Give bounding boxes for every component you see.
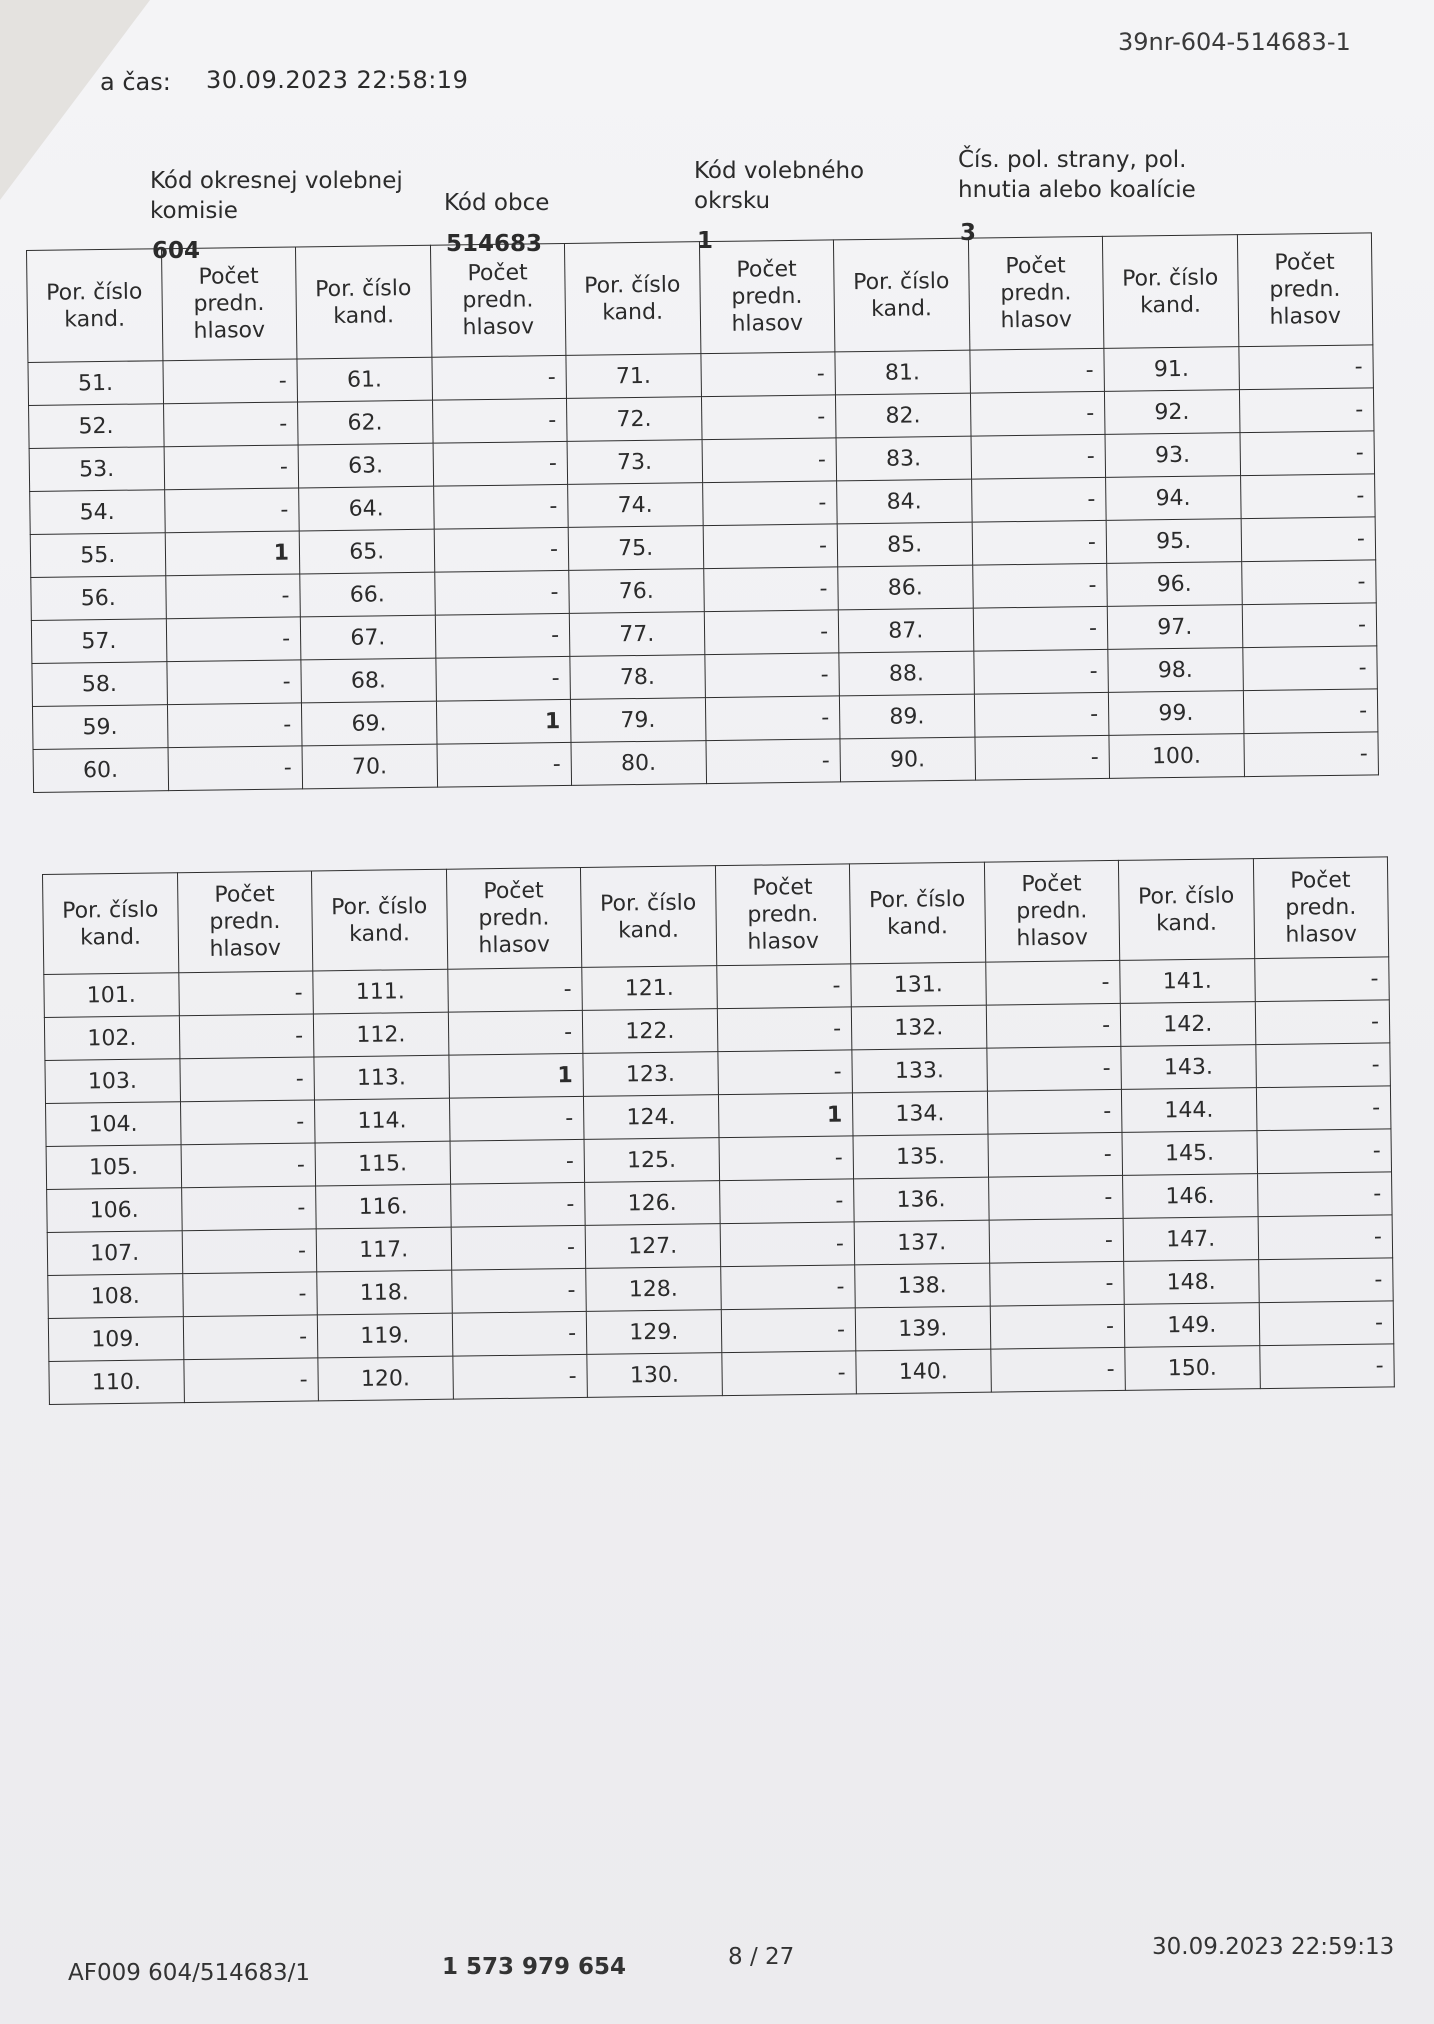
vote-count-cell: - <box>180 1100 315 1145</box>
vote-count-cell: - <box>182 1272 317 1317</box>
vote-count-cell: - <box>1255 1000 1390 1045</box>
vote-count-cell: - <box>168 746 303 791</box>
candidate-number-cell: 116. <box>316 1184 451 1229</box>
candidate-number-cell: 56. <box>31 576 166 621</box>
candidate-number-cell: 141. <box>1120 959 1255 1004</box>
vote-count-cell: - <box>989 1218 1124 1263</box>
candidate-number-cell: 145. <box>1122 1131 1257 1176</box>
vote-count-cell: - <box>179 1057 314 1102</box>
candidate-number-cell: 109. <box>48 1317 183 1362</box>
vote-count-cell: - <box>972 563 1107 608</box>
vote-count-cell: - <box>1243 732 1378 777</box>
candidate-number-cell: 104. <box>46 1102 181 1147</box>
vote-count-cell: - <box>1256 1086 1391 1131</box>
vote-count-cell: - <box>972 520 1107 565</box>
document-id: 39nr-604-514683-1 <box>1118 28 1351 56</box>
vote-count-cell: - <box>433 484 568 529</box>
vote-count-cell: - <box>437 742 572 787</box>
vote-count-cell: - <box>704 610 839 655</box>
candidate-number-cell: 51. <box>28 361 163 406</box>
candidate-number-cell: 148. <box>1124 1260 1259 1305</box>
candidate-number-cell: 77. <box>569 612 704 657</box>
candidate-number-cell: 61. <box>297 357 432 402</box>
candidate-number-cell: 146. <box>1123 1174 1258 1219</box>
candidate-number-cell: 81. <box>835 350 970 395</box>
candidate-number-cell: 133. <box>852 1048 987 1093</box>
candidate-number-cell: 147. <box>1123 1217 1258 1262</box>
candidate-number-cell: 73. <box>567 440 702 485</box>
candidate-number-cell: 119. <box>317 1313 452 1358</box>
district-commission-label: Kód okresnej volebnej komisie <box>150 168 403 224</box>
candidate-number-cell: 53. <box>29 447 164 492</box>
header-preferential-votes: Počet predn. hlasov <box>446 867 582 969</box>
candidate-number-cell: 98. <box>1108 648 1243 693</box>
candidate-number-cell: 95. <box>1106 519 1241 564</box>
vote-count-cell: - <box>166 617 301 662</box>
vote-count-cell: - <box>970 391 1105 436</box>
candidate-number-cell: 96. <box>1107 562 1242 607</box>
candidate-number-cell: 64. <box>299 486 434 531</box>
candidate-number-cell: 102. <box>44 1016 179 1061</box>
vote-count-cell: - <box>449 1096 584 1141</box>
candidate-number-cell: 127. <box>585 1224 720 1269</box>
vote-count-cell: - <box>985 960 1120 1005</box>
vote-count-cell: - <box>987 1132 1122 1177</box>
candidate-number-cell: 107. <box>47 1231 182 1276</box>
header-candidate-number: Por. číslo kand. <box>849 862 985 964</box>
vote-count-cell: - <box>450 1182 585 1227</box>
header-preferential-votes: Počet predn. hlasov <box>699 240 835 354</box>
candidate-number-cell: 71. <box>566 354 701 399</box>
candidate-number-cell: 135. <box>853 1134 988 1179</box>
vote-count-cell: - <box>703 567 838 612</box>
candidate-number-cell: 149. <box>1124 1303 1259 1348</box>
precinct-value: 1 <box>697 228 714 254</box>
candidate-number-cell: 63. <box>298 443 433 488</box>
candidate-number-cell: 142. <box>1120 1002 1255 1047</box>
candidate-number-cell: 150. <box>1125 1346 1260 1391</box>
vote-count-cell: - <box>974 692 1109 737</box>
vote-count-cell: - <box>165 574 300 619</box>
candidate-number-cell: 52. <box>29 404 164 449</box>
vote-count-cell: - <box>973 606 1108 651</box>
candidate-number-cell: 90. <box>840 737 975 782</box>
candidate-number-cell: 129. <box>586 1310 721 1355</box>
header-preferential-votes: Počet predn. hlasov <box>1237 233 1373 347</box>
candidate-number-cell: 65. <box>299 529 434 574</box>
vote-count-cell: - <box>986 1046 1121 1091</box>
vote-count-cell: - <box>986 1003 1121 1048</box>
candidate-number-cell: 134. <box>852 1091 987 1136</box>
candidate-number-cell: 67. <box>300 615 435 660</box>
header-candidate-number: Por. číslo kand. <box>580 866 716 968</box>
header-candidate-number: Por. číslo kand. <box>311 869 447 971</box>
party-label: Čís. pol. strany, pol. hnutia alebo koalície <box>958 147 1196 203</box>
vote-count-cell: - <box>163 402 298 447</box>
header-candidate-number: Por. číslo kand. <box>1102 235 1238 349</box>
candidate-number-cell: 113. <box>314 1055 449 1100</box>
vote-count-cell: - <box>717 1050 852 1095</box>
vote-count-cell: - <box>1239 431 1374 476</box>
vote-count-cell: - <box>1238 345 1373 390</box>
candidate-number-cell: 112. <box>313 1012 448 1057</box>
header-candidate-number: Por. číslo kand. <box>564 242 700 356</box>
control-number: 1 573 979 654 <box>442 1954 627 1980</box>
vote-count-cell: - <box>721 1351 856 1396</box>
vote-count-cell: - <box>1256 1129 1391 1174</box>
district-commission-value: 604 <box>152 238 201 264</box>
candidate-number-cell: 91. <box>1104 347 1239 392</box>
printed-timestamp: 30.09.2023 22:59:13 <box>1152 1934 1395 1960</box>
vote-count-cell: - <box>162 359 297 404</box>
candidate-number-cell: 76. <box>569 569 704 614</box>
vote-count-cell: - <box>1242 603 1377 648</box>
header-preferential-votes: Počet predn. hlasov <box>984 860 1120 962</box>
vote-count-cell: - <box>452 1311 587 1356</box>
vote-count-cell: - <box>178 971 313 1016</box>
vote-count-cell: - <box>974 735 1109 780</box>
vote-count-cell: - <box>432 398 567 443</box>
vote-count-cell: - <box>164 488 299 533</box>
vote-count-cell: - <box>705 739 840 784</box>
candidate-number-cell: 106. <box>47 1188 182 1233</box>
candidate-number-cell: 55. <box>30 533 165 578</box>
vote-count-cell: - <box>182 1229 317 1274</box>
vote-count-cell: - <box>1239 388 1374 433</box>
header-preferential-votes: Počet predn. hlasov <box>177 871 313 973</box>
candidate-number-cell: 83. <box>836 436 971 481</box>
header-preferential-votes: Počet predn. hlasov <box>715 864 851 966</box>
vote-count-cell: - <box>990 1304 1125 1349</box>
candidate-number-cell: 59. <box>32 705 167 750</box>
candidate-number-cell: 58. <box>32 662 167 707</box>
candidate-number-cell: 85. <box>837 522 972 567</box>
preferential-votes-table-101-150 <box>42 856 1395 1405</box>
vote-count-cell: - <box>1241 517 1376 562</box>
candidate-number-cell: 103. <box>45 1059 180 1104</box>
datetime-label: a čas: <box>100 68 171 96</box>
vote-count-cell: - <box>181 1143 316 1188</box>
candidate-number-cell: 143. <box>1121 1045 1256 1090</box>
page-number: 8 / 27 <box>728 1944 795 1970</box>
vote-count-cell: 1 <box>718 1093 853 1138</box>
candidate-number-cell: 94. <box>1106 476 1241 521</box>
candidate-number-cell: 74. <box>568 483 703 528</box>
candidate-number-cell: 68. <box>301 658 436 703</box>
header-preferential-votes: Počet predn. hlasov <box>430 243 566 357</box>
candidate-number-cell: 97. <box>1107 605 1242 650</box>
header-candidate-number: Por. číslo kand. <box>43 873 179 975</box>
candidate-number-cell: 93. <box>1105 433 1240 478</box>
table-header-row <box>27 233 1373 363</box>
vote-count-cell: - <box>1242 646 1377 691</box>
preferential-votes-table-51-100 <box>26 232 1379 793</box>
candidate-number-cell: 69. <box>301 701 436 746</box>
candidate-number-cell: 57. <box>31 619 166 664</box>
vote-count-cell: - <box>451 1225 586 1270</box>
vote-count-cell: - <box>703 524 838 569</box>
header-preferential-votes: Počet predn. hlasov <box>161 247 297 361</box>
precinct-label: Kód volebného okrsku <box>694 158 865 214</box>
candidate-number-cell: 126. <box>585 1181 720 1226</box>
vote-count-cell: - <box>1259 1301 1394 1346</box>
vote-count-cell: - <box>989 1261 1124 1306</box>
candidate-number-cell: 115. <box>315 1141 450 1186</box>
header-candidate-number: Por. číslo kand. <box>295 245 431 359</box>
vote-count-cell: - <box>447 967 582 1012</box>
vote-count-cell: - <box>1241 560 1376 605</box>
vote-count-cell: - <box>450 1139 585 1184</box>
table-header-row <box>43 857 1389 975</box>
candidate-number-cell: 130. <box>587 1353 722 1398</box>
candidate-number-cell: 124. <box>583 1095 718 1140</box>
candidate-number-cell: 139. <box>855 1306 990 1351</box>
header-candidate-number: Por. číslo kand. <box>27 249 163 363</box>
table-body <box>28 345 1379 793</box>
candidate-number-cell: 123. <box>583 1052 718 1097</box>
vote-count-cell: - <box>183 1358 318 1403</box>
vote-count-cell: - <box>179 1014 314 1059</box>
candidate-number-cell: 100. <box>1109 734 1244 779</box>
vote-count-cell: - <box>701 395 836 440</box>
vote-count-cell: - <box>183 1315 318 1360</box>
candidate-number-cell: 105. <box>46 1145 181 1190</box>
candidate-number-cell: 125. <box>584 1138 719 1183</box>
vote-count-cell: - <box>448 1010 583 1055</box>
vote-count-cell: 1 <box>448 1053 583 1098</box>
vote-count-cell: - <box>717 1007 852 1052</box>
table-body <box>44 957 1395 1405</box>
vote-count-cell: - <box>1258 1215 1393 1260</box>
candidate-number-cell: 80. <box>571 741 706 786</box>
vote-count-cell: - <box>434 570 569 615</box>
candidate-number-cell: 108. <box>48 1274 183 1319</box>
vote-count-cell: - <box>1258 1258 1393 1303</box>
candidate-number-cell: 118. <box>317 1270 452 1315</box>
vote-count-cell: - <box>988 1175 1123 1220</box>
candidate-number-cell: 87. <box>838 608 973 653</box>
vote-count-cell: - <box>431 355 566 400</box>
vote-count-cell: - <box>704 653 839 698</box>
candidate-number-cell: 75. <box>568 526 703 571</box>
candidate-number-cell: 70. <box>302 744 437 789</box>
candidate-number-cell: 72. <box>566 397 701 442</box>
header-preferential-votes: Počet predn. hlasov <box>968 236 1104 350</box>
candidate-number-cell: 66. <box>300 572 435 617</box>
vote-count-cell: 1 <box>436 699 571 744</box>
vote-count-cell: - <box>720 1265 855 1310</box>
candidate-number-cell: 110. <box>49 1360 184 1405</box>
candidate-number-cell: 79. <box>570 698 705 743</box>
candidate-number-cell: 82. <box>835 393 970 438</box>
candidate-number-cell: 88. <box>839 651 974 696</box>
candidate-number-cell: 120. <box>318 1356 453 1401</box>
vote-count-cell: - <box>971 434 1106 479</box>
vote-count-cell: - <box>1259 1344 1394 1389</box>
vote-count-cell: - <box>719 1179 854 1224</box>
header-candidate-number: Por. číslo kand. <box>1118 859 1254 961</box>
vote-count-cell: - <box>181 1186 316 1231</box>
vote-count-cell: - <box>971 477 1106 522</box>
candidate-number-cell: 136. <box>854 1177 989 1222</box>
candidate-number-cell: 92. <box>1104 390 1239 435</box>
datetime-value: 30.09.2023 22:58:19 <box>206 66 469 94</box>
municipality-value: 514683 <box>446 231 543 257</box>
candidate-number-cell: 101. <box>44 973 179 1018</box>
municipality-label: Kód obce <box>444 190 550 216</box>
candidate-number-cell: 54. <box>30 490 165 535</box>
vote-count-cell: - <box>166 660 301 705</box>
vote-count-cell: - <box>705 696 840 741</box>
vote-count-cell: 1 <box>165 531 300 576</box>
candidate-number-cell: 138. <box>855 1263 990 1308</box>
vote-count-cell: - <box>1240 474 1375 519</box>
candidate-number-cell: 137. <box>854 1220 989 1265</box>
vote-count-cell: - <box>716 964 851 1009</box>
vote-count-cell: - <box>1255 1043 1390 1088</box>
vote-count-cell: - <box>700 352 835 397</box>
candidate-number-cell: 144. <box>1121 1088 1256 1133</box>
candidate-number-cell: 84. <box>837 479 972 524</box>
vote-count-cell: - <box>164 445 299 490</box>
vote-count-cell: - <box>452 1354 587 1399</box>
vote-count-cell: - <box>434 527 569 572</box>
vote-count-cell: - <box>990 1347 1125 1392</box>
candidate-number-cell: 132. <box>851 1005 986 1050</box>
candidate-number-cell: 131. <box>851 962 986 1007</box>
vote-count-cell: - <box>973 649 1108 694</box>
candidate-number-cell: 122. <box>582 1009 717 1054</box>
candidate-number-cell: 114. <box>314 1098 449 1143</box>
candidate-number-cell: 128. <box>586 1267 721 1312</box>
form-code: AF009 604/514683/1 <box>68 1960 311 1986</box>
vote-count-cell: - <box>702 481 837 526</box>
vote-count-cell: - <box>435 613 570 658</box>
vote-count-cell: - <box>969 348 1104 393</box>
candidate-number-cell: 121. <box>582 966 717 1011</box>
candidate-number-cell: 60. <box>33 748 168 793</box>
party-value: 3 <box>960 220 977 246</box>
vote-count-cell: - <box>702 438 837 483</box>
candidate-number-cell: 140. <box>856 1349 991 1394</box>
vote-count-cell: - <box>987 1089 1122 1134</box>
vote-count-cell: - <box>720 1222 855 1267</box>
candidate-number-cell: 62. <box>298 400 433 445</box>
vote-count-cell: - <box>719 1136 854 1181</box>
vote-count-cell: - <box>433 441 568 486</box>
header-candidate-number: Por. číslo kand. <box>833 238 969 352</box>
candidate-number-cell: 78. <box>570 655 705 700</box>
vote-count-cell: - <box>1257 1172 1392 1217</box>
header-preferential-votes: Počet predn. hlasov <box>1253 857 1389 959</box>
candidate-number-cell: 99. <box>1108 691 1243 736</box>
vote-count-cell: - <box>451 1268 586 1313</box>
folded-corner <box>0 0 150 200</box>
vote-count-cell: - <box>167 703 302 748</box>
candidate-number-cell: 117. <box>316 1227 451 1272</box>
candidate-number-cell: 89. <box>839 694 974 739</box>
vote-count-cell: - <box>721 1308 856 1353</box>
candidate-number-cell: 111. <box>313 969 448 1014</box>
vote-count-cell: - <box>1254 957 1389 1002</box>
vote-count-cell: - <box>435 656 570 701</box>
candidate-number-cell: 86. <box>838 565 973 610</box>
vote-count-cell: - <box>1243 689 1378 734</box>
